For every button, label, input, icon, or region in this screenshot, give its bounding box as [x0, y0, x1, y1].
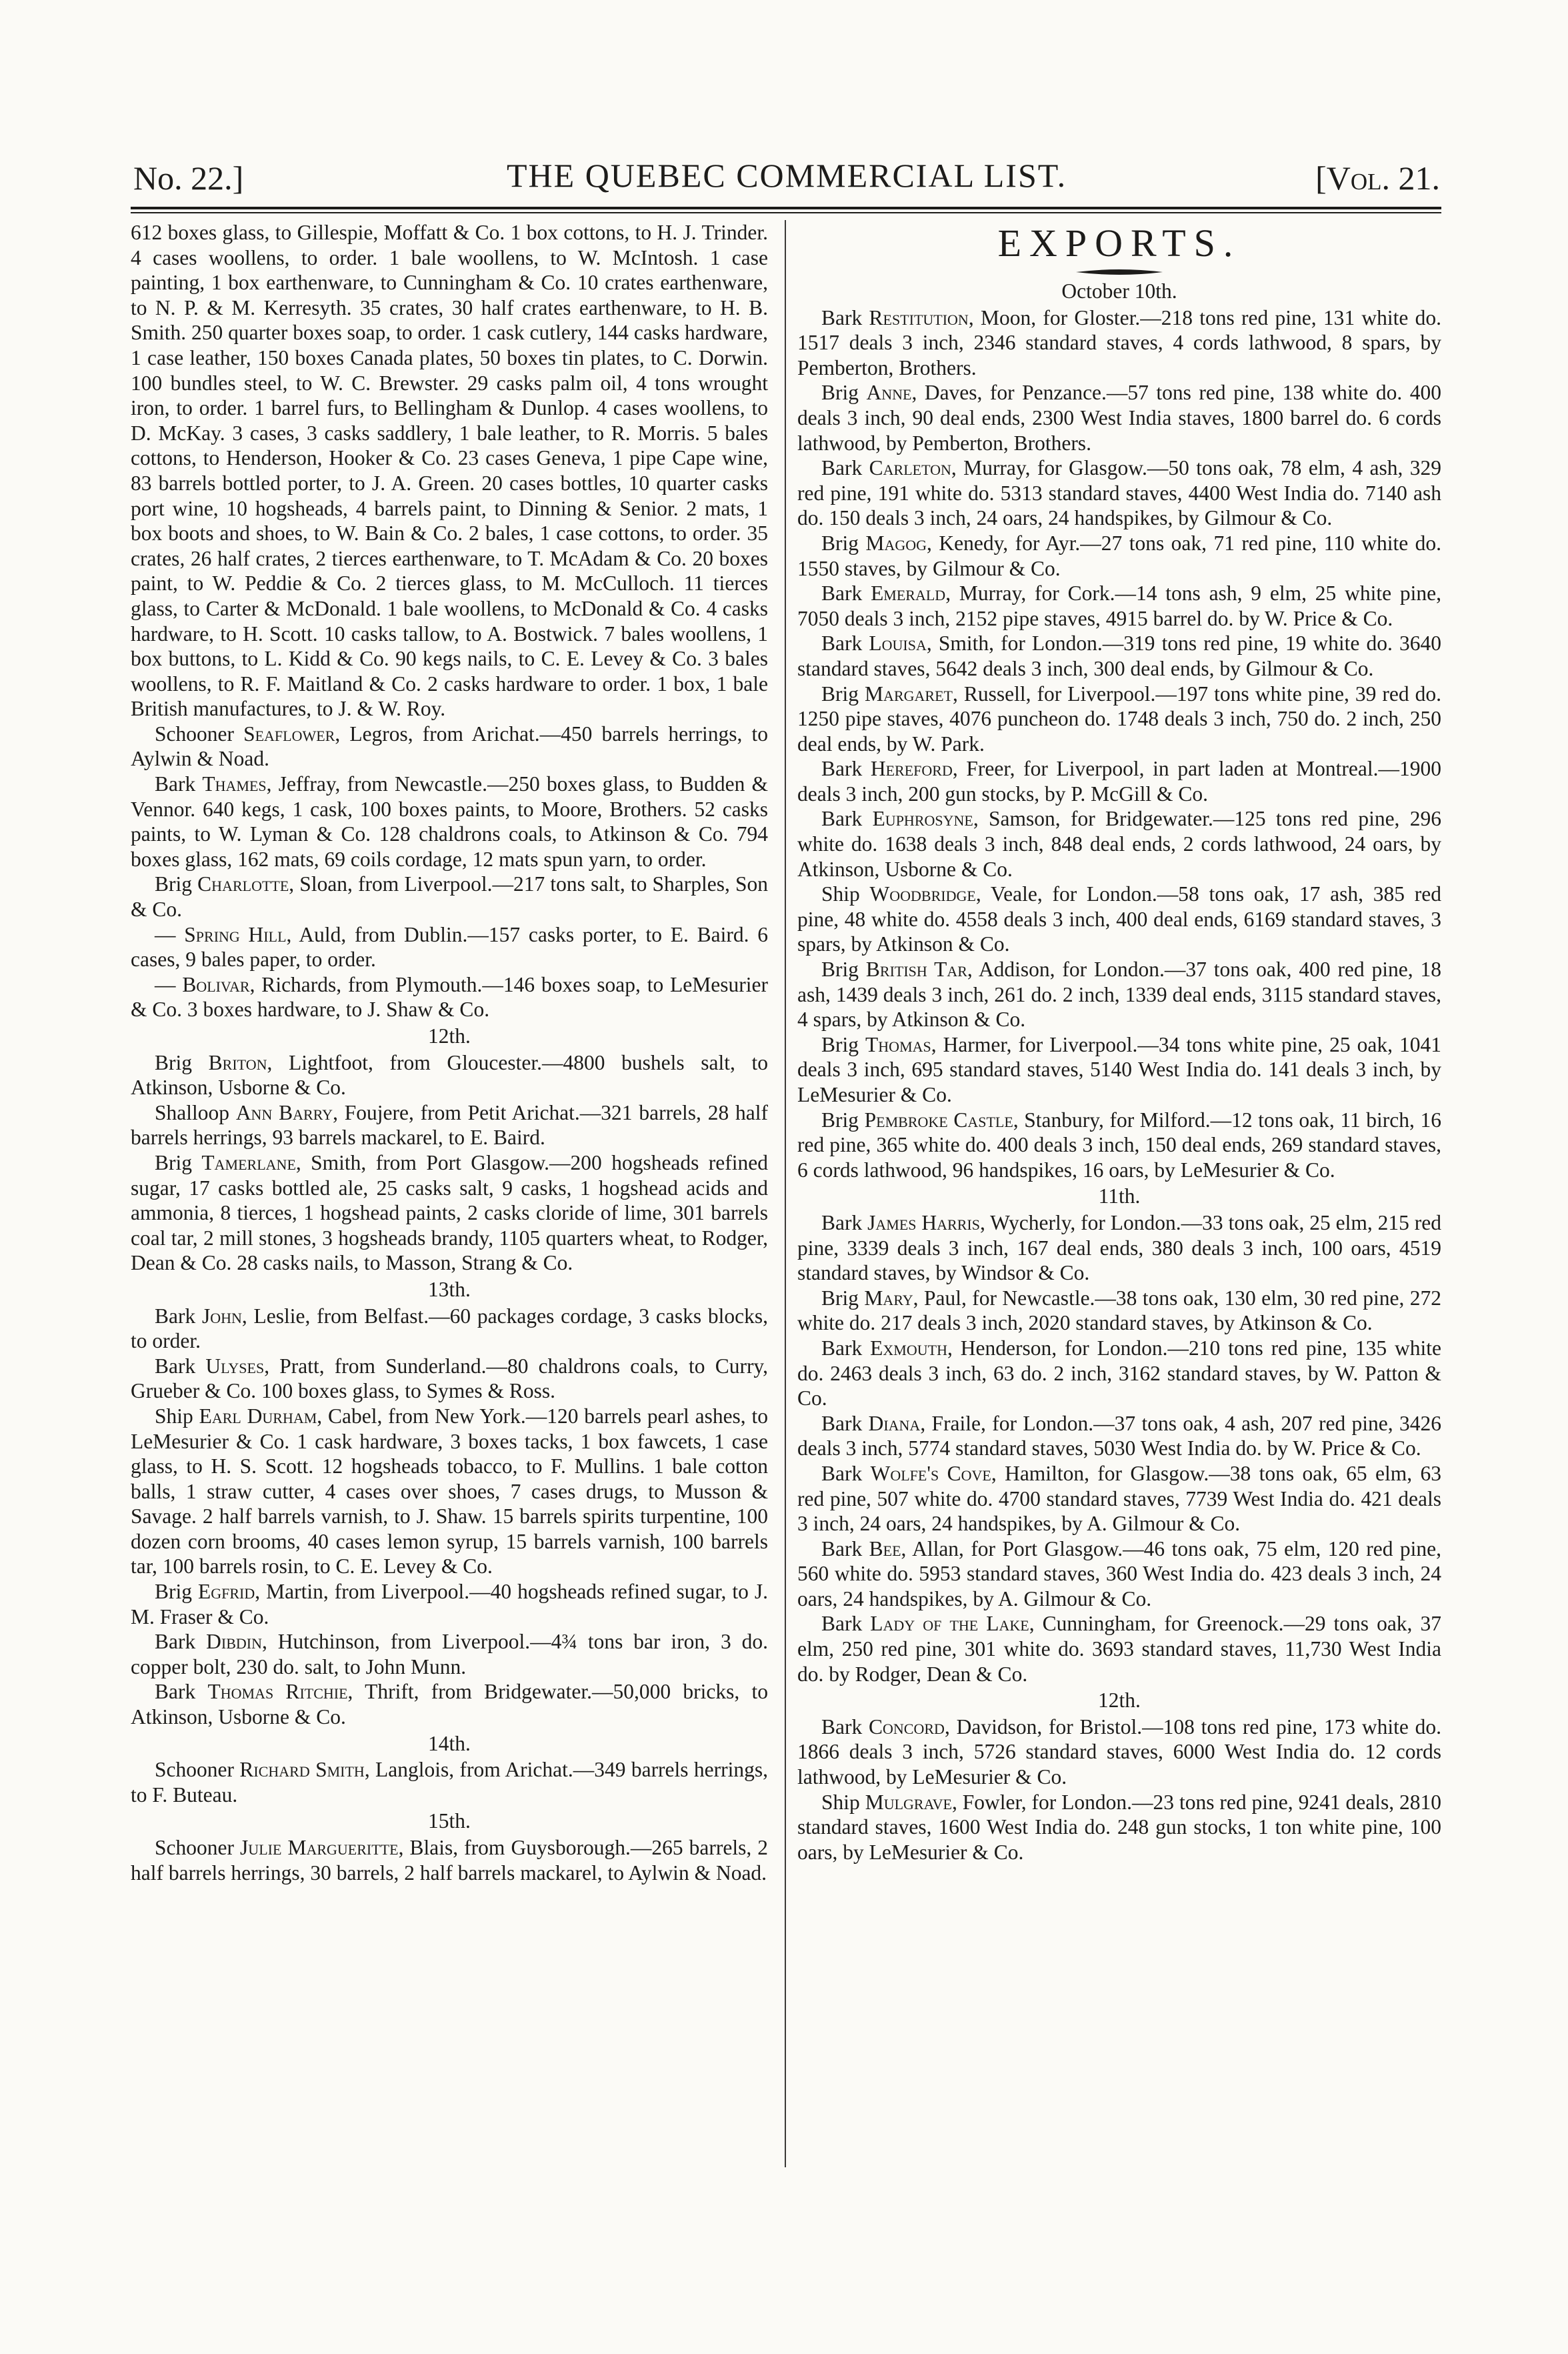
export-entry: Bark Restitution, Moon, for Gloster.—218 tons red pine, 131 white do. 1517 deals 3 inch, 2346 standard staves, 4 cords lathwood, 8 spars, by Pemberton, Brothers. — [797, 305, 1441, 379]
import-entry: Ship Earl Durham, Cabel, from New York.—120 barrels pearl ashes, to LeMesurier & Co. 1 cask hardware, 3 boxes tacks, 1 box fawcets, 1 case glass, to H. S. Scott. 12 hogsheads tobacco, to F. Mullins. 1 bale cotton balls, 1 straw cutter, 4 cases over shoes, 7 cases drugs, to Musson & Savage. 2 half barrels varnish, to J. Shaw. 15 barrels spirits turpentine, 100 dozen corn brooms, 40 cases lemon syrup, 15 barrels varnish, 100 barrels tar, 100 barrels rosin, to C. E. Levey & Co. — [131, 1404, 768, 1578]
date-heading: October 10th. — [1061, 279, 1177, 303]
page-header — [133, 152, 1440, 205]
export-entry: Ship Mulgrave, Fowler, for London.—23 tons red pine, 9241 deals, 2810 standard staves, 1600 West India do. 248 gun stocks, 1 ton white pine, 100 oars, by LeMesurier & Co. — [797, 1790, 1442, 1864]
import-entry: Brig Briton, Lightfoot, from Gloucester.—4800 bushels salt, to Atkinson, Usborne & Co. — [131, 1050, 768, 1100]
vessel-name: Mulgrave — [865, 1790, 952, 1814]
vessel-name: Spring Hill — [184, 922, 287, 946]
vessel-name: Bee — [869, 1536, 901, 1560]
import-entry: Brig Charlotte, Sloan, from Liverpool.—217 tons salt, to Sharples, Son & Co. — [131, 872, 768, 922]
vessel-name: Woodbridge — [869, 882, 976, 906]
export-entry: Bark Concord, Davidson, for Bristol.—108 tons red pine, 173 white do. 1866 deals 3 inch, 5726 standard staves, 6000 West India do. 12 cords lathwood, by LeMesurier & Co. — [797, 1714, 1441, 1789]
vessel-name: Charlotte — [197, 872, 289, 896]
export-entry: Bark Emerald, Murray, for Cork.—14 tons ash, 9 elm, 25 white pine, 7050 deals 3 inch, 2152 pipe staves, 4915 barrel do. by W. Price & Co. — [797, 581, 1442, 630]
import-entry: Schooner Richard Smith, Langlois, from Arichat.—349 barrels herrings, to F. Buteau. — [131, 1758, 768, 1807]
vessel-name: Thomas — [865, 1032, 931, 1056]
vessel-name: Dibdin — [206, 1630, 263, 1654]
vessel-name: Briton — [208, 1050, 267, 1074]
vessel-name: Magog — [865, 531, 927, 555]
vessel-name: Mary — [864, 1286, 913, 1310]
vessel-name: Tamerlane — [201, 1150, 296, 1174]
vessel-name: Ann Barry — [235, 1100, 333, 1124]
date-heading: 12th. — [1098, 1688, 1141, 1712]
vessel-name: Bolivar — [182, 972, 250, 996]
import-entry: Brig Tamerlane, Smith, from Port Glasgow.—200 hogsheads refined sugar, 17 casks bottled ale, 25 casks salt, 9 casks, 1 hogshead acids and ammonia, 8 tierces, 1 hogshead paints, 2 casks cloride of lime, 301 barrels coal tar, 2 mill stones, 3 hogsheads brandy, 1105 quarters wheat, to Rodger, Dean & Co. 28 casks nails, to Masson, Strang & Co. — [131, 1150, 769, 1275]
vessel-name: Emerald — [871, 581, 946, 606]
export-entry: Ship Woodbridge, Veale, for London.—58 tons oak, 17 ash, 385 red pine, 48 white do. 4558 deals 3 inch, 400 deal ends, 6169 standard staves, 3 spars, by Atkinson & Co. — [797, 882, 1441, 956]
export-entry: Bark Exmouth, Henderson, for London.—210 tons red pine, 135 white do. 2463 deals 3 inch, 63 do. 2 inch, 3162 standard staves, by W. Patton & Co. — [797, 1336, 1441, 1410]
export-entry: Brig Anne, Daves, for Penzance.—57 tons red pine, 138 white do. 400 deals 3 inch, 90 deal ends, 2300 West India staves, 1800 barrel do. 6 cords lathwood, by Pemberton, Brothers. — [797, 381, 1441, 455]
exports-column — [797, 220, 1441, 1865]
import-entry: Bark Thames, Jeffray, from Newcastle.—250 boxes glass, to Budden & Vennor. 640 kegs, 1 cask, 100 boxes paints, to Moore, Brothers. 52 casks paints, to W. Lyman & Co. 128 chaldrons coals, to Atkinson & Co. 794 boxes glass, 162 mats, 69 coils cordage, 12 mats spun yarn, to order. — [131, 772, 768, 871]
vessel-name: Pembroke Castle — [864, 1108, 1013, 1132]
vessel-name: Egfrid — [198, 1580, 255, 1604]
column-divider — [785, 220, 786, 2167]
vessel-name: Exmouth — [870, 1336, 947, 1360]
vessel-name: Thomas Ritchie — [207, 1680, 348, 1704]
issue-number: No. 22.] — [133, 159, 244, 197]
vessel-name: Concord — [869, 1714, 945, 1738]
import-entry: Bark John, Leslie, from Belfast.—60 packages cordage, 3 casks blocks, to order. — [131, 1304, 768, 1353]
vessel-name: Earl Durham — [199, 1404, 317, 1428]
vessel-name: Margaret — [865, 682, 953, 706]
export-entry: Bark Euphrosyne, Samson, for Bridgewater.—125 tons red pine, 296 white do. 1638 deals 3 inch, 848 deal ends, 2 cords lathwood, 24 oars, by Atkinson, Usborne & Co. — [797, 807, 1441, 881]
export-entry: Bark Carleton, Murray, for Glasgow.—50 tons oak, 78 elm, 4 ash, 329 red pine, 191 white do. 5313 standard staves, 4400 West India do. 7140 ash do. 150 deals 3 inch, 24 oars, 24 handspikes, by Gilmour & Co. — [797, 456, 1442, 530]
import-entry: — Spring Hill, Auld, from Dublin.—157 casks porter, to E. Baird. 6 cases, 9 bales paper, to order. — [131, 922, 769, 972]
vessel-name: Louisa — [869, 632, 927, 656]
export-entry: Brig Thomas, Harmer, for Liverpool.—34 tons white pine, 25 oak, 1041 deals 3 inch, 695 standard staves, 5140 West India do. 141 deals 3 inch, by LeMesurier & Co. — [797, 1032, 1441, 1106]
export-entry: Bark Diana, Fraile, for London.—37 tons oak, 4 ash, 207 red pine, 3426 deals 3 inch, 5774 standard staves, 5030 West India do. by W. Price & Co. — [797, 1411, 1441, 1460]
date-heading: 14th. — [428, 1731, 471, 1755]
vessel-name: Anne — [866, 381, 912, 405]
import-entry: — Bolivar, Richards, from Plymouth.—146 boxes soap, to LeMesurier & Co. 3 boxes hardware, to J. Shaw & Co. — [131, 972, 768, 1022]
vessel-name: British Tar — [865, 958, 967, 982]
import-entry: Bark Dibdin, Hutchinson, from Liverpool.—4¾ tons bar iron, 3 do. copper bolt, 230 do. salt, to John Munn. — [131, 1630, 768, 1678]
vessel-name: Euphrosyne — [872, 807, 973, 831]
imports-column — [131, 220, 768, 1885]
export-entry: Bark Bee, Allan, for Port Glasgow.—46 tons oak, 75 elm, 120 red pine, 560 white do. 5953 standard staves, 360 West India do. 423 deals 3 inch, 24 oars, 24 handspikes, by A. Gilmour & Co. — [797, 1536, 1442, 1610]
vessel-name: Seaflower — [243, 722, 335, 746]
export-entry: Bark Louisa, Smith, for London.—319 tons red pine, 19 white do. 3640 standard staves, 5642 deals 3 inch, 300 deal ends, by Gilmour & Co. — [797, 632, 1442, 680]
date-heading: 12th. — [428, 1024, 471, 1048]
import-entry: Bark Thomas Ritchie, Thrift, from Bridgewater.—50,000 bricks, to Atkinson, Usborne & Co. — [131, 1680, 768, 1729]
vessel-name: Richard Smith — [239, 1758, 365, 1782]
export-entry: Bark James Harris, Wycherly, for London.—33 tons oak, 25 elm, 215 red pine, 3339 deals 3 inch, 167 deal ends, 380 deals 3 inch, 100 oars, 4519 standard staves, by Windsor & Co. — [797, 1210, 1441, 1285]
vessel-name: James Harris — [867, 1210, 980, 1234]
export-entry: Brig British Tar, Addison, for London.—37 tons oak, 400 red pine, 18 ash, 1439 deals 3 inch, 261 do. 2 inch, 1339 deal ends, 3115 standard staves, 4 spars, by Atkinson & Co. — [797, 958, 1442, 1032]
header-rule-thin — [131, 212, 1441, 213]
export-entry: Brig Pembroke Castle, Stanbury, for Milford.—12 tons oak, 11 birch, 16 red pine, 365 white do. 400 deals 3 inch, 150 deal ends, 269 standard staves, 6 cords lathwood, 96 handspikes, 16 oars, by LeMesurier & Co. — [797, 1108, 1442, 1182]
vessel-name: Hereford — [870, 757, 953, 781]
vessel-name: Ulyses — [205, 1354, 265, 1378]
export-entry: Brig Magog, Kenedy, for Ayr.—27 tons oak, 71 red pine, 110 white do. 1550 staves, by Gilmour & Co. — [797, 531, 1441, 580]
export-entry: Bark Hereford, Freer, for Liverpool, in part laden at Montreal.—1900 deals 3 inch, 200 gun stocks, by P. McGill & Co. — [797, 757, 1442, 806]
publication-title: THE QUEBEC COMMERCIAL LIST. — [507, 157, 1067, 194]
continued-entry: 612 boxes glass, to Gillespie, Moffatt & Co. 1 box cottons, to H. J. Trinder. 4 cases woollens, to order. 1 bale woollens, to W. McIntosh. 1 case painting, 1 box earthenware, to Cunningham & Co. 10 crates earthenware, to N. P. & M. Kerresyth. 35 crates, 30 half crates earthenware, to H. B. Smith. 250 quarter boxes soap, to order. 1 cask cutlery, 144 casks hardware, 1 case leather, 150 boxes Canada plates, 50 boxes tin plates, to C. Dorwin. 100 bundles steel, to W. C. Brewster. 29 casks palm oil, 4 tons wrought iron, to order. 1 barrel furs, to Bellingham & Dunlop. 4 cases woollens, to D. McKay. 3 cases, 3 casks saddlery, 1 bale leather, to R. Morris. 5 bales cottons, to Henderson, Hooker & Co. 23 cases Geneva, 1 pipe Cape wine, 83 barrels bottled porter, to J. A. Green. 20 cases bottles, 10 quarter casks port wine, 10 hogsheads, 4 barrels paint, to Dinning & Senior. 2 mats, 1 box boots and shoes, to W. Bain & Co. 2 bales, 1 case cottons, to order. 35 crates, 26 half crates, 2 tierces earthenware, to T. McAdam & Co. 20 boxes paint, to W. Peddie & Co. 2 tierces glass, to M. McCulloch. 11 tierces glass, to Carter & McDonald. 1 bale woollens, to McDonald & Co. 4 casks hardware, to H. Scott. 10 casks tallow, to A. Bostwick. 7 bales woollens, 1 box buttons, to L. Kidd & Co. 90 kegs nails, to C. E. Levey & Co. 3 bales woollens, to R. F. Maitland & Co. 2 casks hardware to order. 1 box, 1 bale British manufactures, to J. & W. Roy. — [131, 221, 768, 721]
export-entry: Brig Mary, Paul, for Newcastle.—38 tons oak, 130 elm, 30 red pine, 272 white do. 217 deals 3 inch, 2020 standard staves, by Atkinson & Co. — [797, 1286, 1441, 1335]
vessel-name: John — [201, 1304, 242, 1328]
import-entry: Shalloop Ann Barry, Foujere, from Petit Arichat.—321 barrels, 28 half barrels herrings, 93 barrels mackarel, to E. Baird. — [131, 1100, 768, 1150]
export-entry: Bark Wolfe's Cove, Hamilton, for Glasgow.—38 tons oak, 65 elm, 63 red pine, 507 white do. 4700 standard staves, 7739 West India do. 421 deals 3 inch, 24 oars, 24 handspikes, by A. Gilmour & Co. — [797, 1461, 1442, 1536]
import-entry: Brig Egfrid, Martin, from Liverpool.—40 hogsheads refined sugar, to J. M. Fraser & Co. — [131, 1580, 768, 1628]
section-title: EXPORTS. — [997, 221, 1241, 265]
header-rule-thick — [131, 207, 1441, 209]
export-entry: Bark Lady of the Lake, Cunningham, for Greenock.—29 tons oak, 37 elm, 250 red pine, 301 white do. 3693 standard staves, 11,730 West India do. by Rodger, Dean & Co. — [797, 1612, 1441, 1686]
date-heading: 11th. — [1098, 1184, 1141, 1208]
vessel-name: Thames — [202, 772, 267, 796]
import-entry: Bark Ulyses, Pratt, from Sunderland.—80 chaldrons coals, to Curry, Grueber & Co. 100 boxes glass, to Symes & Ross. — [131, 1354, 769, 1403]
vessel-name: Lady of the Lake — [870, 1612, 1029, 1636]
volume-number: [Vol. 21. — [1315, 159, 1440, 197]
vessel-name: Julie Margueritte — [240, 1836, 399, 1859]
ornament-rule — [1076, 268, 1163, 276]
date-heading: 13th. — [428, 1277, 471, 1301]
vessel-name: Restitution — [869, 305, 969, 329]
export-entry: Brig Margaret, Russell, for Liverpool.—197 tons white pine, 39 red do. 1250 pipe staves, 4076 puncheon do. 1748 deals 3 inch, 750 do. 2 inch, 250 deal ends, by W. Park. — [797, 682, 1441, 756]
import-entry: Schooner Julie Margueritte, Blais, from Guysborough.—265 barrels, 2 half barrels herrings, 30 barrels, 2 half barrels mackarel, to Aylwin & Noad. — [131, 1836, 769, 1885]
vessel-name: Wolfe's Cove — [870, 1461, 991, 1485]
vessel-name: Diana — [868, 1411, 921, 1435]
import-entry: Schooner Seaflower, Legros, from Arichat.—450 barrels herrings, to Aylwin & Noad. — [131, 722, 769, 771]
date-heading: 15th. — [428, 1809, 471, 1833]
vessel-name: Carleton — [869, 456, 951, 480]
